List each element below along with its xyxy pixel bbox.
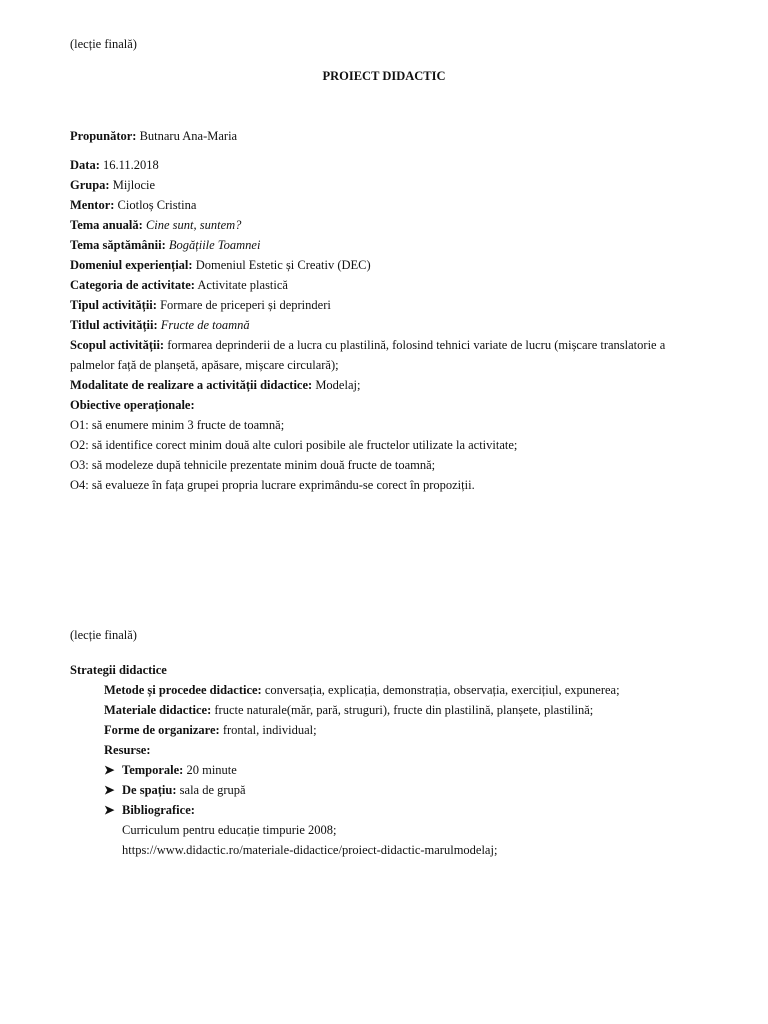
field-propunator: Propunător: Butnaru Ana-Maria xyxy=(70,129,238,143)
strategii-heading: Strategii didactice xyxy=(70,663,167,677)
field-tema-anuala: Tema anuală: Cine sunt, suntem? xyxy=(70,218,242,232)
arrow-bullet-icon: ➤ xyxy=(104,783,115,797)
field-categoria: Categoria de activitate: Activitate plastică xyxy=(70,278,288,292)
arrow-bullet-icon: ➤ xyxy=(104,803,115,817)
field-mentor: Mentor: Ciotloș Cristina xyxy=(70,198,197,212)
objective-item: O3: să modeleze după tehnicile prezentate minim două fructe de toamnă; xyxy=(70,458,436,472)
objective-item: O2: să identifice corect minim două alte culori posibile ale fructelor utilizate la activitate; xyxy=(70,438,518,452)
bullet-spatiu: ➤ De spațiu: sala de grupă xyxy=(104,780,246,800)
field-domeniul: Domeniul experiențial: Domeniul Estetic și Creativ (DEC) xyxy=(70,258,371,272)
field-scopul: Scopul activității: formarea deprinderii de a lucra cu plastilină, folosind tehnici variate de lucru (mișcare translatorie a palmelor față de planșetă, apăsare, mișcare circulară); xyxy=(70,338,666,372)
page-title: PROIECT DIDACTIC xyxy=(322,69,446,83)
objective-item: O1: să enumere minim 3 fructe de toamnă; xyxy=(70,418,285,432)
field-titlul: Titlul activității: Fructe de toamnă xyxy=(70,318,250,332)
field-data: Data: 16.11.2018 xyxy=(70,158,159,172)
field-forme: Forme de organizare: frontal, individual; xyxy=(104,723,317,737)
field-tema-saptamanii: Tema săptămânii: Bogățiile Toamnei xyxy=(70,238,261,252)
arrow-bullet-icon: ➤ xyxy=(104,763,115,777)
field-resurse: Resurse: xyxy=(104,743,151,757)
field-grupa: Grupa: Mijlocie xyxy=(70,178,156,192)
bibliography-link[interactable]: https://www.didactic.ro/materiale-didactice/proiect-didactic-marulmodelaj; xyxy=(122,843,498,857)
field-tipul: Tipul activității: Formare de priceperi și deprinderi xyxy=(70,298,331,312)
field-metode: Metode și procedee didactice: conversația, explicația, demonstrația, observația, exercițiul, expunerea; xyxy=(104,683,620,697)
field-obiective: Obiective operaționale: xyxy=(70,398,195,412)
lesson-note: (lecție finală) xyxy=(70,37,137,51)
lesson-note-2: (lecție finală) xyxy=(70,628,137,642)
field-modalitate: Modalitate de realizare a activității didactice: Modelaj; xyxy=(70,378,361,392)
bibliography-item: Curriculum pentru educație timpurie 2008; xyxy=(122,823,337,837)
bullet-temporale: ➤ Temporale: 20 minute xyxy=(104,760,237,780)
field-materiale: Materiale didactice: fructe naturale(măr, pară, struguri), fructe din plastilină, planșete, plastilină; xyxy=(104,703,594,717)
bullet-bibliografice: ➤ Bibliografice: xyxy=(104,800,195,820)
objective-item: O4: să evalueze în fața grupei propria lucrare exprimându-se corect în propoziții. xyxy=(70,478,475,492)
